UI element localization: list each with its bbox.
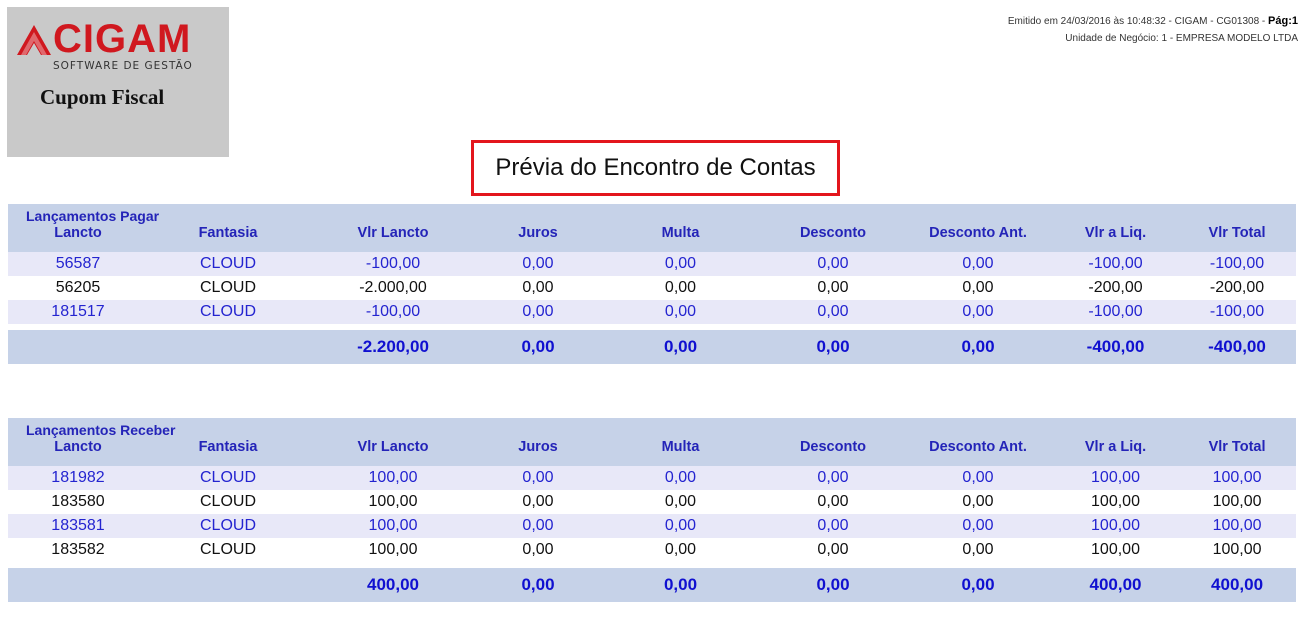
total-cell [8,568,148,602]
cell-vlr-total: -100,00 [1178,252,1296,276]
column-header: Vlr a Liq. [1053,224,1178,252]
cell-multa: 0,00 [598,276,763,300]
pagar-section-title: Lançamentos Pagar [8,204,1296,224]
column-header: Fantasia [148,438,308,466]
report-title: Prévia do Encontro de Contas [471,140,840,196]
pagar-rows [8,252,1296,330]
column-header: Vlr Lancto [308,224,478,252]
cigam-logo-icon [17,25,51,55]
cell-desconto: 0,00 [763,300,903,324]
cell-fantasia: CLOUD [148,490,308,514]
cell-vlr-a-liq: -100,00 [1053,252,1178,276]
cell-vlr-lancto: -100,00 [308,300,478,324]
page-number: Pág:1 [1268,15,1298,27]
cell-desconto-ant: 0,00 [903,466,1053,490]
cell-juros: 0,00 [478,466,598,490]
column-header: Desconto [763,224,903,252]
total-cell: 0,00 [478,568,598,602]
column-header: Vlr Total [1178,224,1296,252]
total-cell: 400,00 [1053,568,1178,602]
cell-vlr-total: 100,00 [1178,538,1296,562]
pagar-table [8,204,1296,364]
total-cell: 0,00 [598,568,763,602]
table-row[interactable] [8,514,1296,538]
cell-lancto: 56205 [8,276,148,300]
cell-multa: 0,00 [598,514,763,538]
cell-juros: 0,00 [478,538,598,562]
cell-vlr-a-liq: -200,00 [1053,276,1178,300]
column-header: Vlr Lancto [308,438,478,466]
cell-lancto: 183580 [8,490,148,514]
cell-fantasia: CLOUD [148,252,308,276]
cell-desconto: 0,00 [763,538,903,562]
business-unit: Unidade de Negócio: 1 - EMPRESA MODELO LTDA [1065,33,1298,44]
cell-vlr-total: -200,00 [1178,276,1296,300]
receber-totals-row [8,568,1296,602]
total-cell: 0,00 [598,330,763,364]
logo-text: CIGAM [53,17,192,61]
column-header: Desconto Ant. [903,224,1053,252]
pagar-totals-row [8,330,1296,364]
receber-rows [8,466,1296,568]
receber-header-row [8,438,1296,466]
total-cell: 0,00 [763,568,903,602]
pagar-header-row [8,224,1296,252]
column-header: Lancto [8,438,148,466]
total-cell: 400,00 [308,568,478,602]
cell-vlr-a-liq: 100,00 [1053,538,1178,562]
cell-juros: 0,00 [478,252,598,276]
logo-caption: Cupom Fiscal [40,85,165,109]
cell-desconto: 0,00 [763,252,903,276]
cell-multa: 0,00 [598,538,763,562]
receber-section-title: Lançamentos Receber [8,418,1296,438]
total-cell [148,568,308,602]
cell-juros: 0,00 [478,490,598,514]
cell-desconto-ant: 0,00 [903,514,1053,538]
cell-multa: 0,00 [598,252,763,276]
cell-fantasia: CLOUD [148,466,308,490]
column-header: Fantasia [148,224,308,252]
total-cell: 0,00 [903,330,1053,364]
column-header: Multa [598,438,763,466]
cell-desconto-ant: 0,00 [903,490,1053,514]
cell-vlr-total: -100,00 [1178,300,1296,324]
receber-table [8,418,1296,602]
cell-desconto: 0,00 [763,490,903,514]
column-header: Vlr a Liq. [1053,438,1178,466]
table-row[interactable] [8,300,1296,324]
logo-subtitle: SOFTWARE DE GESTÃO [53,60,193,72]
cell-lancto: 181982 [8,466,148,490]
cell-multa: 0,00 [598,466,763,490]
cell-fantasia: CLOUD [148,538,308,562]
total-cell: 0,00 [903,568,1053,602]
cell-vlr-lancto: -100,00 [308,252,478,276]
cell-juros: 0,00 [478,514,598,538]
report-header-info [1008,13,1298,47]
table-row[interactable] [8,252,1296,276]
cell-desconto: 0,00 [763,514,903,538]
cell-desconto-ant: 0,00 [903,538,1053,562]
total-cell: -400,00 [1178,330,1296,364]
emission-line [1008,13,1298,30]
cell-juros: 0,00 [478,276,598,300]
total-cell: -2.200,00 [308,330,478,364]
cell-juros: 0,00 [478,300,598,324]
cell-vlr-lancto: -2.000,00 [308,276,478,300]
cell-vlr-lancto: 100,00 [308,514,478,538]
emission-text: Emitido em 24/03/2016 às 10:48:32 - CIGAM - CG01308 - [1007,16,1266,27]
cell-vlr-a-liq: 100,00 [1053,490,1178,514]
column-header: Juros [478,224,598,252]
column-header: Vlr Total [1178,438,1296,466]
cell-vlr-total: 100,00 [1178,514,1296,538]
column-header: Juros [478,438,598,466]
cell-vlr-lancto: 100,00 [308,538,478,562]
cell-vlr-a-liq: -100,00 [1053,300,1178,324]
cell-vlr-a-liq: 100,00 [1053,466,1178,490]
cell-vlr-a-liq: 100,00 [1053,514,1178,538]
table-row[interactable] [8,490,1296,514]
cell-desconto-ant: 0,00 [903,252,1053,276]
total-cell [148,330,308,364]
cell-fantasia: CLOUD [148,514,308,538]
cell-vlr-lancto: 100,00 [308,466,478,490]
column-header: Lancto [8,224,148,252]
cell-vlr-total: 100,00 [1178,490,1296,514]
cell-lancto: 56587 [8,252,148,276]
cell-lancto: 181517 [8,300,148,324]
cell-vlr-total: 100,00 [1178,466,1296,490]
cell-desconto-ant: 0,00 [903,276,1053,300]
column-header: Desconto [763,438,903,466]
total-cell: 0,00 [478,330,598,364]
cell-lancto: 183582 [8,538,148,562]
table-row[interactable] [8,466,1296,490]
cell-fantasia: CLOUD [148,276,308,300]
cell-multa: 0,00 [598,490,763,514]
total-cell: 0,00 [763,330,903,364]
column-header: Multa [598,224,763,252]
table-row[interactable] [8,276,1296,300]
total-cell [8,330,148,364]
cell-vlr-lancto: 100,00 [308,490,478,514]
cell-desconto: 0,00 [763,466,903,490]
total-cell: -400,00 [1053,330,1178,364]
cell-desconto: 0,00 [763,276,903,300]
company-logo [7,7,229,157]
table-row[interactable] [8,538,1296,562]
cell-lancto: 183581 [8,514,148,538]
cell-multa: 0,00 [598,300,763,324]
cell-fantasia: CLOUD [148,300,308,324]
column-header: Desconto Ant. [903,438,1053,466]
cell-desconto-ant: 0,00 [903,300,1053,324]
total-cell: 400,00 [1178,568,1296,602]
